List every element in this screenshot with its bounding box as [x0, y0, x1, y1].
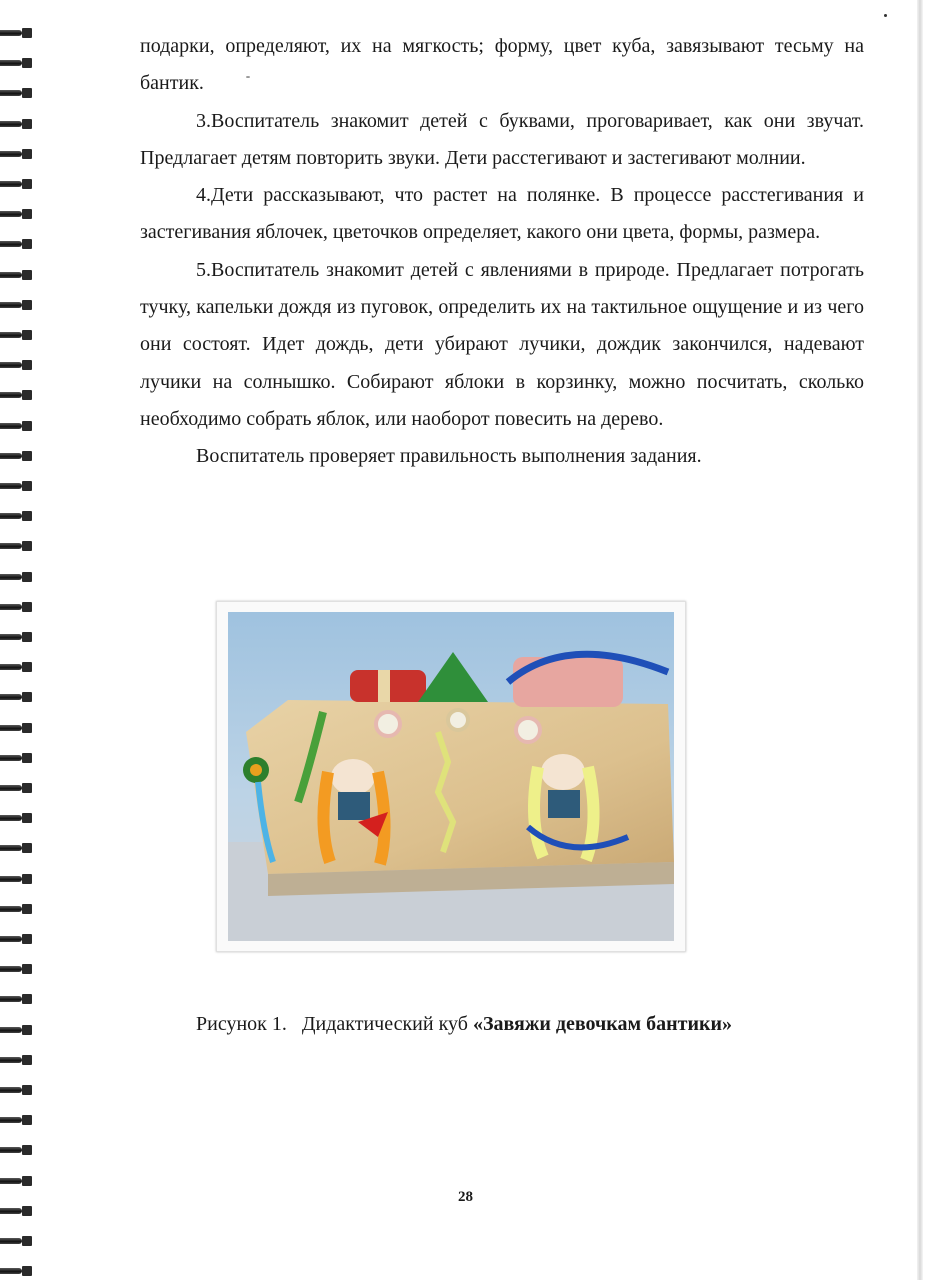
binding-ring — [0, 270, 34, 282]
binding-ring — [0, 1025, 34, 1037]
body-text — [140, 28, 864, 476]
binding-ring — [0, 874, 34, 886]
binding-ring — [0, 481, 34, 493]
binding-ring — [0, 209, 34, 221]
binding-ring — [0, 1055, 34, 1067]
paragraph: Воспитатель проверяет правильность выполнения задания. — [196, 445, 702, 468]
caption-prefix: Рисунок 1. Дидактический куб — [196, 1013, 473, 1035]
binding-ring — [0, 390, 34, 402]
binding-ring — [0, 753, 34, 765]
spiral-binding — [0, 0, 40, 1280]
binding-ring — [0, 300, 34, 312]
binding-ring — [0, 330, 34, 342]
binding-ring — [0, 179, 34, 191]
binding-ring — [0, 813, 34, 825]
binding-ring — [0, 119, 34, 131]
paragraph: подарки, определяют, их на мягкость; форму, цвет куба, завязывают тесьму на бантик. — [140, 35, 864, 95]
binding-ring — [0, 421, 34, 433]
binding-ring — [0, 360, 34, 372]
paragraph: 4.Дети рассказывают, что растет на полянке. В процессе расстегивания и застегивания яблочек, цветочков определяет, какого они цвета, формы, размера. — [140, 184, 864, 244]
paragraph: 3.Воспитатель знакомит детей с буквами, проговаривает, как они звучат. Предлагает детям повторить звуки. Дети расстегивают и застегивают молнии. — [140, 109, 864, 169]
scan-speck — [884, 14, 887, 17]
binding-ring — [0, 964, 34, 976]
binding-ring — [0, 149, 34, 161]
binding-ring — [0, 572, 34, 584]
binding-ring — [0, 1206, 34, 1218]
page-edge — [917, 0, 923, 1280]
binding-ring — [0, 692, 34, 704]
binding-ring — [0, 58, 34, 70]
binding-ring — [0, 239, 34, 251]
paragraph: 5.Воспитатель знакомит детей с явлениями в природе. Предлагает потрогать тучку, капельки дождя из пуговок, определить их на тактильное ощущение и из чего они состоят. Идет дождь, дети убирают лучики, дождик закончился, надевают лучики на солнышко. Собирают яблоки в корзинку, можно посчитать, сколько необходимо собрать яблок, или наоборот повесить на дерево. — [140, 258, 864, 430]
binding-ring — [0, 1145, 34, 1157]
binding-ring — [0, 994, 34, 1006]
binding-ring — [0, 1115, 34, 1127]
binding-ring — [0, 1085, 34, 1097]
didactic-cube-photo — [228, 612, 674, 941]
binding-ring — [0, 843, 34, 855]
binding-ring — [0, 632, 34, 644]
binding-ring — [0, 904, 34, 916]
page-number: 28 — [458, 1189, 473, 1205]
caption-title: «Завяжи девочкам бантики» — [472, 1013, 733, 1035]
binding-ring — [0, 1266, 34, 1278]
binding-ring — [0, 88, 34, 100]
binding-ring — [0, 783, 34, 795]
figure-photo-frame — [216, 601, 686, 952]
figure-caption — [196, 1013, 732, 1036]
binding-ring — [0, 934, 34, 946]
binding-ring — [0, 28, 34, 40]
binding-ring — [0, 723, 34, 735]
binding-ring — [0, 662, 34, 674]
binding-ring — [0, 451, 34, 463]
binding-ring — [0, 1236, 34, 1248]
binding-ring — [0, 511, 34, 523]
binding-ring — [0, 602, 34, 614]
binding-ring — [0, 541, 34, 553]
binding-ring — [0, 1176, 34, 1188]
